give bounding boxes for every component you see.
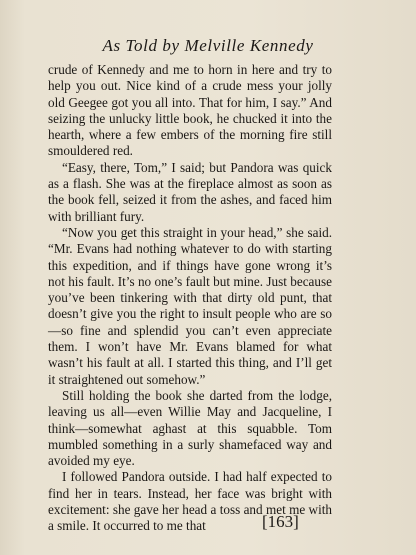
paragraph-2: “Easy, there, Tom,” I said; but Pandora was quick as a flash. She was at the fireplace almost as soon as the book fell, seized it from the ashes, and faced him with brilliant fury. <box>48 159 332 224</box>
paragraph-5: I followed Pandora outside. I had half expected to find her in tears. Instead, her face was bright with excitement: she gave her head a toss and met me with a smile. It occurred to me that <box>48 469 332 534</box>
paragraph-3: “Now you get this straight in your head,” she said. “Mr. Evans had nothing whatever to do with starting this expedition, and if things have gone wrong it’s not his fault. It’s no one’s fault but mine. Just because you’ve been tinkering with that dirty old punt, that doesn’t give you the right to insult people who are so—so fine and splendid you can’t even appreciate them. I won’t have Mr. Evans blamed for what wasn’t his fault at all. I started this thing, and I’ll get it straightened out somehow.” <box>48 224 332 387</box>
running-head: As Told by Melville Kennedy <box>102 36 314 55</box>
body-text <box>48 62 332 535</box>
page-number: [163] <box>262 512 299 531</box>
paragraph-1: crude of Kennedy and me to horn in here and try to help you out. Nice kind of a crude mess your jolly old Geegee got you all into. That for him, I say.” And seizing the unlucky little book, he chucked it into the hearth, where a few embers of the morning fire still smouldered red. <box>48 62 332 159</box>
paragraph-4: Still holding the book she darted from the lodge, leaving us all—even Willie May and Jacqueline, I think—somewhat aghast at this squabble. Tom mumbled something in a surly shamefaced way and avoided my eye. <box>48 387 332 469</box>
